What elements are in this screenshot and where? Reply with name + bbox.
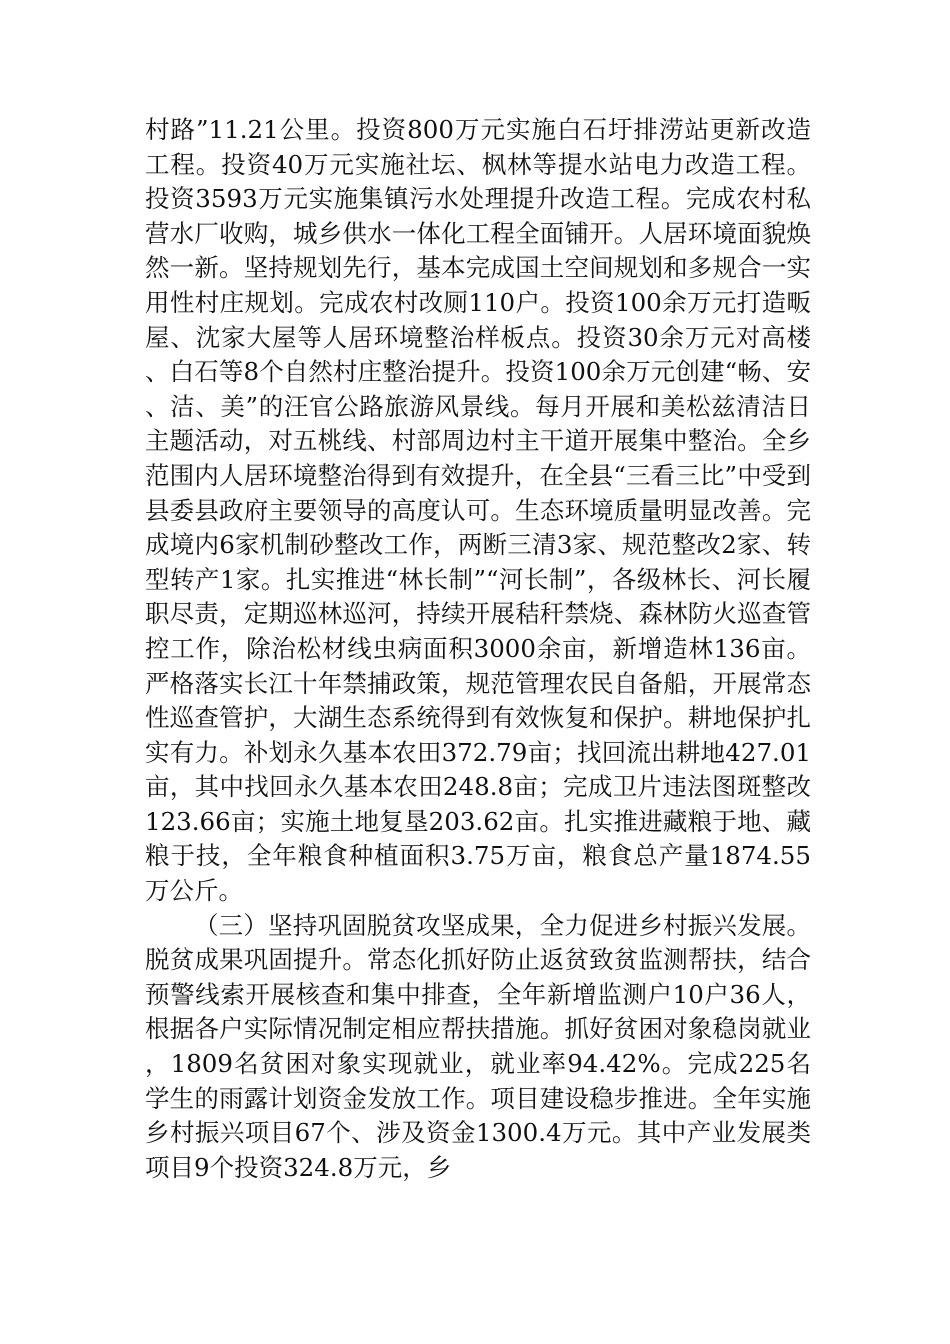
paragraph-infrastructure-environment: 村路”11.21公里。投资800万元实施白石圩排涝站更新改造工程。投资40万元实施社坛、枫林等提水站电力改造工程。投资3593万元实施集镇污水处理提升改造工程。完成农村私营水厂收购，城乡供水一体化工程全面铺开。人居环境面貌焕然一新。坚持规划先行，基本完成国土空间规划和多规合一实用性村庄规划。完成农村改厕110户。投资100余万元打造畈屋、沈家大屋等人居环境整治样板点。投资30余万元对高楼、白石等8个自然村庄整治提升。投资100余万元创建“畅、安、洁、美”的汪官公路旅游风景线。每月开展和美松兹清洁日主题活动，对五桃线、村部周边村主干道开展集中整治。全乡范围内人居环境整治得到有效提升，在全县“三看三比”中受到县委县政府主要领导的高度认可。生态环境质量明显改善。完成境内6家机制砂整改工作，两断三清3家、规范整改2家、转型转产1家。扎实推进“林长制”“河长制”，各级林长、河长履职尽责，定期巡林巡河，持续开展秸秆禁烧、森林防火巡查管控工作，除治松材线虫病面积3000余亩，新增造林136亩。严格落实长江十年禁捕政策，规范管理农民自备船，开展常态性巡查管护，大湖生态系统得到有效恢复和保护。耕地保护扎实有力。补划永久基本农田372.79亩；找回流出耕地427.01亩，其中找回永久基本农田248.8亩；完成卫片违法图斑整改123.66亩；实施土地复垦203.62亩。扎实推进藏粮于地、藏粮于技，全年粮食种植面积3.75万亩，粮食总产量1874.55万公斤。 bbox=[145, 115, 811, 906]
paragraph-rural-revitalization: （三）坚持巩固脱贫攻坚成果，全力促进乡村振兴发展。脱贫成果巩固提升。常态化抓好防止返贫致贫监测帮扶，结合预警线索开展核查和集中排查，全年新增监测户10户36人，根据各户实际情况制定相应帮扶措施。抓好贫困对象稳岗就业，1809名贫困对象实现就业，就业率94.42%。完成225名学生的雨露计划资金发放工作。项目建设稳步推进。全年实施乡村振兴项目67个、涉及资金1300.4万元。其中产业发展类项目9个投资324.8万元，乡 bbox=[145, 910, 811, 1182]
document-body bbox=[145, 113, 811, 1185]
